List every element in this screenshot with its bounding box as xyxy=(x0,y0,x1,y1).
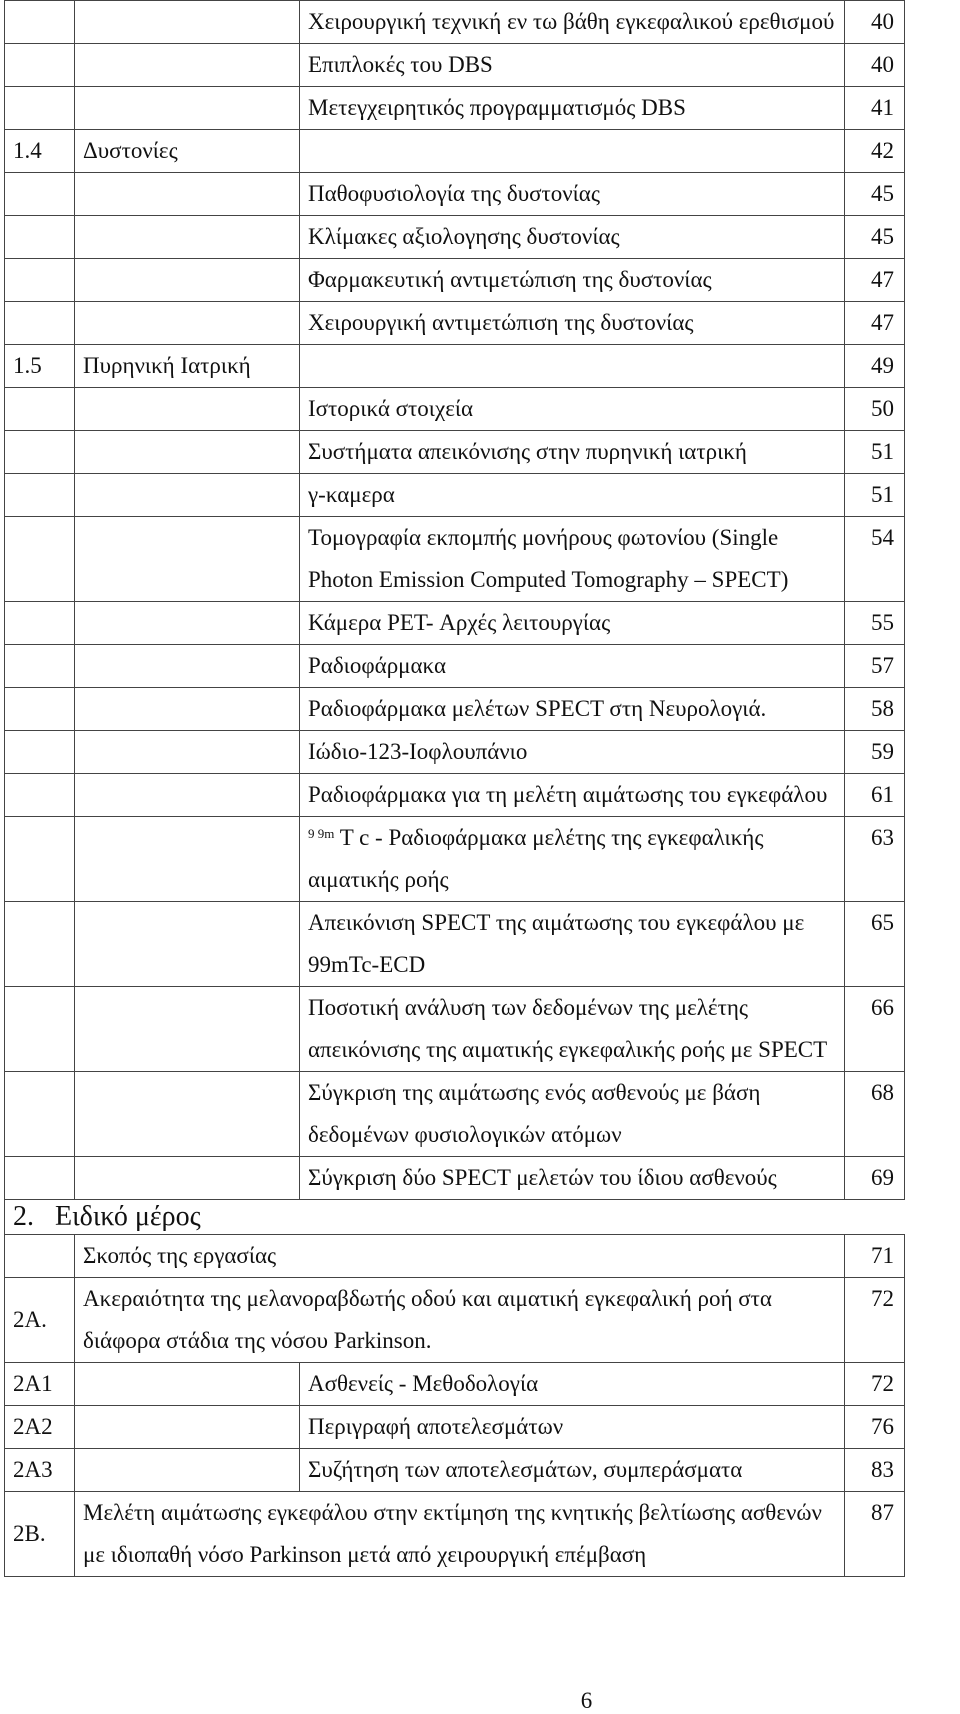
toc-subtitle-text: Ραδιοφάρμακα μελέτων SPECT στη Νευρολογιά. xyxy=(308,696,767,721)
toc-row xyxy=(5,1157,905,1200)
toc-row xyxy=(5,817,905,902)
toc-page: 49 xyxy=(845,345,905,388)
toc-title xyxy=(75,87,300,130)
toc-number: 1.5 xyxy=(5,345,75,388)
toc-body xyxy=(5,1,905,1577)
toc-title: Μελέτη αιμάτωσης εγκεφάλου στην εκτίμηση της κνητικής βελτίωσης ασθενών με ιδιοπαθή νόσο Parkinson μετά από χειρουργική επέμβαση xyxy=(75,1492,845,1577)
toc-row xyxy=(5,731,905,774)
toc-row xyxy=(5,345,905,388)
toc-number xyxy=(5,688,75,731)
toc-subtitle xyxy=(300,44,845,87)
toc-subtitle xyxy=(300,602,845,645)
toc-page: 51 xyxy=(845,431,905,474)
toc-page: 57 xyxy=(845,645,905,688)
toc-subtitle xyxy=(300,474,845,517)
toc-subtitle-text: Κλίμακες αξιολογησης δυστονίας xyxy=(308,224,620,249)
toc-subtitle xyxy=(300,817,845,902)
toc-page: 50 xyxy=(845,388,905,431)
page-number: 6 xyxy=(580,1688,593,1713)
section-heading: 2. Ειδικό μέρος xyxy=(5,1200,905,1235)
toc-title xyxy=(75,688,300,731)
toc-title xyxy=(75,1449,300,1492)
section-row xyxy=(5,1200,905,1235)
toc-subtitle xyxy=(300,345,845,388)
toc-number xyxy=(5,216,75,259)
toc-subtitle-text: Συστήματα απεικόνισης στην πυρηνική ιατρική xyxy=(308,439,747,464)
toc-title xyxy=(75,774,300,817)
toc-subtitle xyxy=(300,645,845,688)
toc-row xyxy=(5,388,905,431)
toc-subtitle xyxy=(300,688,845,731)
toc-title xyxy=(75,474,300,517)
toc-title xyxy=(75,987,300,1072)
toc-row xyxy=(5,216,905,259)
toc-title: Σκοπός της εργασίας xyxy=(75,1235,845,1278)
toc-row xyxy=(5,302,905,345)
toc-title: Πυρηνική Ιατρική xyxy=(75,345,300,388)
toc-number xyxy=(5,817,75,902)
toc-row xyxy=(5,645,905,688)
toc-page: 54 xyxy=(845,517,905,602)
toc-number xyxy=(5,474,75,517)
toc-subtitle-text: Ποσοτική ανάλυση των δεδομένων της μελέτης απεικόνισης της αιματικής εγκεφαλικής ροής με SPECT xyxy=(308,995,828,1062)
toc-page: 68 xyxy=(845,1072,905,1157)
toc-title xyxy=(75,731,300,774)
toc-number xyxy=(5,774,75,817)
toc-subtitle xyxy=(300,1072,845,1157)
toc-row xyxy=(5,987,905,1072)
toc-number xyxy=(5,987,75,1072)
toc-row xyxy=(5,1072,905,1157)
toc-page: 47 xyxy=(845,259,905,302)
toc-number xyxy=(5,902,75,987)
toc-page: 41 xyxy=(845,87,905,130)
toc-number xyxy=(5,1,75,44)
toc-number xyxy=(5,431,75,474)
toc-title xyxy=(75,1072,300,1157)
toc-subtitle-text: γ-καμερα xyxy=(308,482,395,507)
toc-title xyxy=(75,216,300,259)
toc-page: 72 xyxy=(845,1363,905,1406)
toc-page: 51 xyxy=(845,474,905,517)
toc-title xyxy=(75,302,300,345)
toc-page: 45 xyxy=(845,216,905,259)
toc-subtitle-text: Ραδιοφάρμακα xyxy=(308,653,446,678)
toc-subtitle: Συζήτηση των αποτελεσμάτων, συμπεράσματα xyxy=(300,1449,845,1492)
toc-page: 71 xyxy=(845,1235,905,1278)
toc-subtitle-text: Επιπλοκές του DBS xyxy=(308,52,493,77)
toc-row xyxy=(5,1363,905,1406)
superscript: 9 9m xyxy=(308,826,335,841)
toc-subtitle-text: Ιστορικά στοιχεία xyxy=(308,396,474,421)
toc-page: 63 xyxy=(845,817,905,902)
toc-title xyxy=(75,388,300,431)
toc-number xyxy=(5,1235,75,1278)
toc-page: 87 xyxy=(845,1492,905,1577)
toc-page: 83 xyxy=(845,1449,905,1492)
toc-number: 2Α2 xyxy=(5,1406,75,1449)
toc-number xyxy=(5,1072,75,1157)
toc-number xyxy=(5,173,75,216)
toc-subtitle-text: Ιώδιο-123-Ιοφλουπάνιο xyxy=(308,739,528,764)
toc-row xyxy=(5,44,905,87)
toc-title xyxy=(75,817,300,902)
toc-number xyxy=(5,1157,75,1200)
toc-title xyxy=(75,602,300,645)
toc-subtitle-text: Χειρουργική τεχνική εν τω βάθη εγκεφαλικού ερεθισμού xyxy=(308,9,835,34)
toc-subtitle xyxy=(300,731,845,774)
toc-page: 58 xyxy=(845,688,905,731)
toc-title xyxy=(75,1157,300,1200)
toc-page: 47 xyxy=(845,302,905,345)
toc-title: Δυστονίες xyxy=(75,130,300,173)
toc-number: 2Β. xyxy=(5,1492,75,1577)
toc-subtitle xyxy=(300,302,845,345)
toc-row xyxy=(5,774,905,817)
toc-number xyxy=(5,731,75,774)
toc-page: 40 xyxy=(845,44,905,87)
toc-number xyxy=(5,602,75,645)
toc-number: 2Α1 xyxy=(5,1363,75,1406)
toc-number xyxy=(5,87,75,130)
toc-row xyxy=(5,173,905,216)
toc-subtitle xyxy=(300,1157,845,1200)
toc-subtitle xyxy=(300,173,845,216)
toc-row xyxy=(5,1235,905,1278)
toc-page: 45 xyxy=(845,173,905,216)
toc-page: 72 xyxy=(845,1278,905,1363)
toc-subtitle-text: Μετεγχειρητικός προγραμματισμός DBS xyxy=(308,95,686,120)
toc-title xyxy=(75,431,300,474)
toc-subtitle-text: Σύγκριση της αιμάτωσης ενός ασθενούς με βάση δεδομένων φυσιολογικών ατόμων xyxy=(308,1080,761,1147)
toc-subtitle-text: Φαρμακευτική αντιμετώπιση της δυστονίας xyxy=(308,267,712,292)
toc-number: 2Α. xyxy=(5,1278,75,1363)
toc-row xyxy=(5,1278,905,1363)
toc-number xyxy=(5,302,75,345)
toc-row xyxy=(5,130,905,173)
toc-subtitle xyxy=(300,987,845,1072)
toc-subtitle: Ασθενείς - Μεθοδολογία xyxy=(300,1363,845,1406)
toc-subtitle xyxy=(300,902,845,987)
toc-page: 42 xyxy=(845,130,905,173)
toc-number: 2Α3 xyxy=(5,1449,75,1492)
toc-title xyxy=(75,1406,300,1449)
toc-title xyxy=(75,902,300,987)
toc-row xyxy=(5,902,905,987)
toc-row xyxy=(5,259,905,302)
toc-subtitle xyxy=(300,431,845,474)
toc-title: Ακεραιότητα της μελανοραβδωτής οδού και αιματική εγκεφαλική ροή στα διάφορα στάδια της νόσου Parkinson. xyxy=(75,1278,845,1363)
toc-row xyxy=(5,688,905,731)
toc-number xyxy=(5,645,75,688)
toc-subtitle-text: T c - Ραδιοφάρμακα μελέτης της εγκεφαλικής αιματικής ροής xyxy=(308,825,764,892)
toc-row xyxy=(5,517,905,602)
toc-page: 65 xyxy=(845,902,905,987)
toc-title xyxy=(75,259,300,302)
toc-row xyxy=(5,1,905,44)
toc-page: 66 xyxy=(845,987,905,1072)
toc-page: 55 xyxy=(845,602,905,645)
toc-page: 59 xyxy=(845,731,905,774)
toc-row xyxy=(5,474,905,517)
toc-subtitle-text: Απεικόνιση SPECT της αιμάτωσης του εγκεφάλου με 99mTc-ECD xyxy=(308,910,805,977)
toc-subtitle xyxy=(300,259,845,302)
toc-number: 1.4 xyxy=(5,130,75,173)
toc-title xyxy=(75,645,300,688)
toc-page: 40 xyxy=(845,1,905,44)
toc-subtitle xyxy=(300,1,845,44)
toc-page: 76 xyxy=(845,1406,905,1449)
toc-subtitle-text: Τομογραφία εκπομπής μονήρους φωτονίου (Single Photon Emission Computed Tomography – SPECT) xyxy=(308,525,789,592)
toc-page: 61 xyxy=(845,774,905,817)
toc-number xyxy=(5,259,75,302)
toc-title xyxy=(75,1,300,44)
toc-subtitle xyxy=(300,130,845,173)
toc-number xyxy=(5,44,75,87)
toc-number xyxy=(5,388,75,431)
toc-row xyxy=(5,1449,905,1492)
toc-subtitle-text: Κάμερα PET- Αρχές λειτουργίας xyxy=(308,610,611,635)
toc-title xyxy=(75,1363,300,1406)
toc-subtitle-text: Ραδιοφάρμακα για τη μελέτη αιμάτωσης του εγκεφάλου xyxy=(308,782,828,807)
toc-subtitle xyxy=(300,388,845,431)
toc-subtitle xyxy=(300,216,845,259)
toc-subtitle xyxy=(300,774,845,817)
toc-subtitle: Περιγραφή αποτελεσμάτων xyxy=(300,1406,845,1449)
toc-title xyxy=(75,44,300,87)
toc-subtitle-text: Παθοφυσιολογία της δυστονίας xyxy=(308,181,600,206)
toc-row xyxy=(5,1492,905,1577)
toc-row xyxy=(5,602,905,645)
toc-row xyxy=(5,87,905,130)
toc-subtitle-text: Χειρουργική αντιμετώπιση της δυστονίας xyxy=(308,310,694,335)
toc-subtitle xyxy=(300,87,845,130)
toc-subtitle xyxy=(300,517,845,602)
toc-number xyxy=(5,517,75,602)
toc-table xyxy=(4,0,905,1577)
toc-row xyxy=(5,1406,905,1449)
toc-title xyxy=(75,517,300,602)
toc-page: 69 xyxy=(845,1157,905,1200)
toc-title xyxy=(75,173,300,216)
toc-row xyxy=(5,431,905,474)
toc-subtitle-text: Σύγκριση δύο SPECT μελετών του ίδιου ασθενούς xyxy=(308,1165,777,1190)
